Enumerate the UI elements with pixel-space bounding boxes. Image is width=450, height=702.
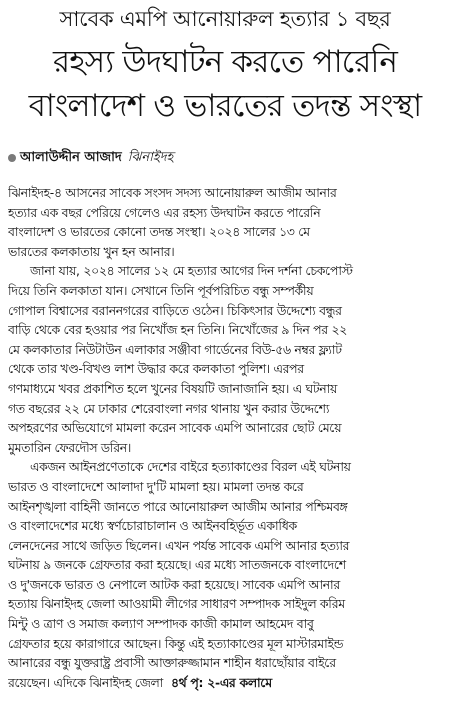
byline <box>8 150 442 166</box>
text-line: ঘটনায় ৯ জনকে গ্রেফতার করা হয়েছে। এর মধ্যে সাতজনকে বাংলাদেশে <box>8 558 346 573</box>
text-line: বাড়ি থেকে বের হওয়ার পর নিখোঁজ হন তিনি। নিখোঁজের ৯ দিন পর ২২ <box>8 323 347 338</box>
byline-place: ঝিনাইদহ <box>127 150 174 165</box>
text-line: ও দু'জনকে ভারত ও নেপালে আটক করা হয়েছে। সাবেক এমপি আনার <box>8 577 340 592</box>
text-line: ঝিনাইদহ-৪ আসনের সাবেক সংসদ সদস্য আনোয়ারুল আজীম আনার <box>8 186 337 200</box>
text-line: মুমতারিন ফেরদৌস ডরিন। <box>8 440 131 455</box>
bullet-icon <box>8 154 16 162</box>
text-line: গ্রেফতার হয়ে কারাগারে আছেন। কিন্তু এই হত্যাকাণ্ডের মূল মাস্টারমাইন্ড <box>8 636 344 651</box>
text-line: একজন আইনপ্রণেতাকে দেশের বাইরে হত্যাকাণ্ডের বিরল এই ঘটনায় <box>30 460 351 475</box>
text-line-last <box>8 674 442 694</box>
article-body <box>8 184 442 693</box>
article-paragraph <box>8 184 442 262</box>
text-line: ভারতের কলকাতায় খুন হন আনার। <box>8 244 175 259</box>
byline-author: আলাউদ্দীন আজাদ <box>20 150 122 165</box>
news-article <box>0 6 450 702</box>
text-line-fragment: রয়েছেন। এদিকে ঝিনাইদহ জেলা <box>8 675 163 690</box>
text-line: আনারের বন্ধু যুক্তরাষ্ট্র প্রবাসী আক্তারুজ্জামান শাহীন ধরাছোঁয়ার বাইরে <box>8 656 336 671</box>
headline-line-2: বাংলাদেশ ও ভারতের তদন্ত সংস্থা <box>28 88 422 124</box>
text-line: গোপাল বিশ্বাসের বরাননগরের বাড়িতে ওঠেন। চিকিৎসার উদ্দেশ্যে বন্ধুর <box>8 303 342 318</box>
text-line: হত্যায় ঝিনাইদহ জেলা আওয়ামী লীগের সাধারণ সম্পাদক সাইদুল করিম <box>8 597 345 612</box>
text-line: অপহরণের অভিযোগে মামলা করেন সাবেক এমপি আনারের ছোট মেয়ে <box>8 421 342 436</box>
continued-note: ৪র্থ পৃ: ২-এর কলামে <box>170 675 272 690</box>
text-line: মে কলকাতার নিউটাউন এলাকার সঞ্জীবা গার্ডেনের বিউ-৫৬ নম্বর ফ্ল্যাট <box>8 342 342 357</box>
text-line: গণমাধ্যমে খবর প্রকাশিত হলে খুনের বিষয়টি জানাজানি হয়। এ ঘটনায় <box>8 381 337 396</box>
article-paragraph <box>8 262 442 458</box>
text-line: আইনশৃঙ্খলা বাহিনী জানতে পারে আনোয়ারুল আজীম আনার পশ্চিমবঙ্গ <box>8 499 348 514</box>
article-kicker: সাবেক এমপি আনোয়ারুল হত্যার ১ বছর <box>59 7 391 31</box>
text-line: থেকে তার খণ্ড-বিখণ্ড লাশ উদ্ধার করে কলকাতা পুলিশ। এরপর <box>8 362 304 377</box>
text-line: লেনদেনের সাথে জড়িত ছিলেন। এখন পর্যন্ত সাবেক এমপি আনার হত্যার <box>8 538 350 553</box>
headline-line-1: রহস্য উদঘাটন করতে পারেনি <box>52 44 398 80</box>
text-line: হত্যার এক বছর পেরিয়ে গেলেও এর রহস্য উদঘাটন করতে পারেনি <box>8 205 321 220</box>
text-line: জানা যায়, ২০২৪ সালের ১২ মে হত্যার আগের দিন দর্শনা চেকপোস্ট <box>30 264 353 279</box>
text-line: বাংলাদেশ ও ভারতের কোনো তদন্ত সংস্থা। ২০২৪ সালের ১৩ মে <box>8 225 310 240</box>
text-line: ভারত ও বাংলাদেশে আলাদা দু'টি মামলা হয়। মামলা তদন্ত করে <box>8 479 304 494</box>
text-line: গত বছরের ২২ মে ঢাকার শেরেবাংলা নগর থানায় খুন করার উদ্দেশ্যে <box>8 401 330 416</box>
text-line: দিয়ে তিনি কলকাতা যান। সেখানে তিনি পূর্বপরিচিত বন্ধু সম্পর্কীয় <box>8 283 314 298</box>
article-paragraph <box>8 458 442 693</box>
text-line: ও বাংলাদেশের মধ্যে স্বর্ণচোরাচালান ও আইনবহির্ভূত একাধিক <box>8 519 297 534</box>
text-line: মিন্টু ও ত্রাণ ও সমাজ কল্যাণ সম্পাদক কাজী কামাল আহমেদ বাবু <box>8 617 314 632</box>
